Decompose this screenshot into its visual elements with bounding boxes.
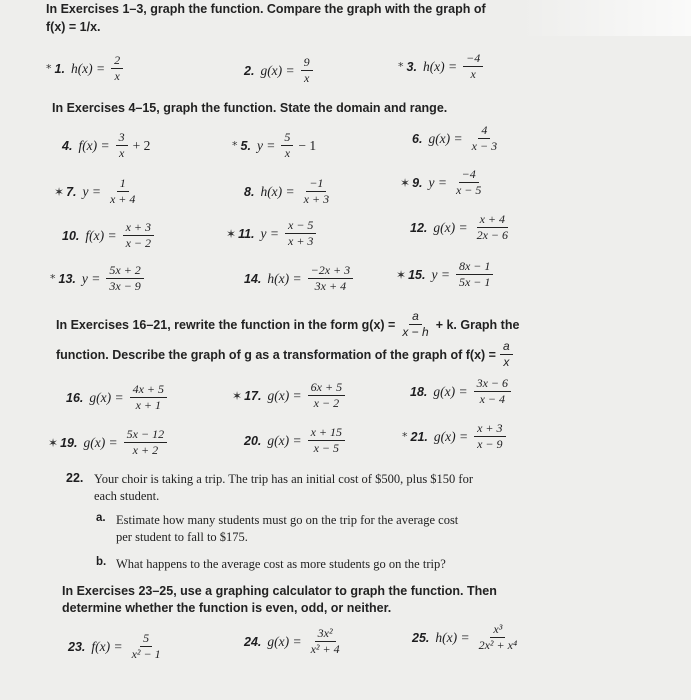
star-mark: * (50, 272, 56, 285)
section1-heading-line2: f(x) = 1/x. (46, 20, 101, 34)
fraction: $\frac{5x - 12}{x + 2}$ (124, 428, 167, 457)
fraction: $\frac{x - 5}{x + 3}$ (285, 219, 316, 248)
exercise-15: ✶ 15. y = $\frac{8x - 1}{5x - 1}$ (396, 260, 495, 289)
exercise-9: ✶ 9. y = $\frac{-4}{x - 5}$ (400, 168, 486, 197)
fraction: $\frac{4x + 5}{x + 1}$ (130, 383, 167, 412)
fraction: $\frac{-2x + 3}{3x + 4}$ (308, 264, 354, 293)
star-mark: ✶ (400, 175, 411, 190)
exercise-17: ✶ 17. g(x) = $\frac{6x + 5}{x - 2}$ (232, 381, 347, 410)
section3-heading: In Exercises 16–21, rewrite the function in the form g(x) = $\frac{a}{x - h}$ + k. Graph the (56, 309, 520, 339)
problem-22-part-a: a. Estimate how many students must go on the trip for the average cost per student to fall to $175. (96, 512, 459, 544)
exercise-24: 24. g(x) = $\frac{\text{3x²}}{\text{x² + 4}}$ (244, 627, 345, 656)
exercise-1: * 1. h(x) = $\frac{2}{x}$ (46, 54, 125, 83)
fraction: $\frac{5}{x}$ (281, 131, 293, 160)
star-mark: ✶ (396, 267, 407, 282)
fraction: $\frac{x + 15}{x - 5}$ (308, 426, 345, 455)
exercise-18: 18. g(x) = $\frac{3x - 6}{x - 4}$ (410, 377, 513, 406)
star-mark: ✶ (226, 226, 237, 241)
exercise-10: 10. f(x) = $\frac{x + 3}{x - 2}$ (62, 221, 156, 250)
section4-heading: In Exercises 23–25, use a graphing calculator to graph the function. Then (62, 584, 497, 598)
problem-22 (66, 471, 526, 505)
fraction: $\frac{x + 3}{x - 9}$ (474, 422, 505, 451)
fraction: $\frac{\text{3x²}}{\text{x² + 4}}$ (310, 626, 340, 656)
fraction: $\frac{5}{\text{x² − 1}}$ (131, 631, 161, 661)
exercise-4: 4. f(x) = $\frac{3}{x}$ + 2 (62, 130, 151, 160)
fraction: $\frac{4}{x - 3}$ (471, 123, 498, 153)
exercise-23: 23. f(x) = $\frac{5}{\text{x² − 1}}$ (68, 632, 166, 661)
star-mark: * (46, 62, 52, 75)
star-mark: ✶ (54, 184, 65, 199)
fraction: $\frac{a}{x - h}$ (402, 309, 429, 339)
fraction: $\frac{2}{x}$ (111, 54, 123, 83)
exercise-13: * 13. y = $\frac{5x + 2}{3x - 9}$ (50, 264, 146, 293)
exercise-3: * 3. h(x) = $\frac{-4}{x}$ (398, 52, 485, 81)
star-mark: * (402, 430, 408, 443)
section4-heading-line2: determine whether the function is even, odd, or neither. (62, 601, 392, 615)
fraction: $\frac{-1}{x + 3}$ (303, 176, 330, 206)
fraction: $\frac{9}{x}$ (301, 56, 313, 85)
star-mark: * (232, 139, 238, 152)
star-mark: * (398, 60, 404, 73)
section3-heading-line2: function. Describe the graph of g as a transformation of the graph of f(x) = $\frac{a}{x}$ (56, 340, 515, 369)
fraction: $\frac{3x - 6}{x - 4}$ (474, 377, 511, 406)
fraction: $\frac{8x - 1}{5x - 1}$ (456, 260, 493, 289)
fraction: $\frac{x + 3}{x - 2}$ (123, 221, 154, 250)
exercise-21: * 21. g(x) = $\frac{x + 3}{x - 9}$ (402, 422, 508, 451)
fraction: $\frac{\text{x³}}{\text{2x² + x⁴}}$ (478, 622, 518, 652)
exercise-16: 16. g(x) = $\frac{4x + 5}{x + 1}$ (66, 383, 169, 412)
exercise-25: 25. h(x) = $\frac{\text{x³}}{\text{2x² + x⁴}}$ (412, 623, 522, 652)
exercise-7: ✶ 7. y = $\frac{1}{x + 4}$ (54, 177, 140, 206)
exercise-6: 6. g(x) = $\frac{4}{x - 3}$ (412, 124, 502, 153)
fraction: $\frac{3}{x}$ (116, 131, 128, 160)
fraction: $\frac{1}{x + 4}$ (109, 176, 136, 206)
exercise-19: ✶ 19. g(x) = $\frac{5x - 12}{x + 2}$ (48, 428, 169, 457)
exercise-5: * 5. y = $\frac{5}{x}$ − 1 (232, 130, 317, 160)
exercise-14: 14. h(x) = $\frac{-2x + 3}{3x + 4}$ (244, 264, 355, 293)
paper-glare (520, 0, 691, 36)
fraction: $\frac{-4}{x}$ (463, 52, 483, 81)
exercise-8: 8. h(x) = $\frac{-1}{x + 3}$ (244, 177, 334, 206)
section1-heading: In Exercises 1–3, graph the function. Compare the graph with the graph of (46, 2, 486, 16)
fraction: $\frac{x + 4}{2x - 6}$ (476, 212, 509, 242)
fraction: $\frac{-4}{x - 5}$ (455, 167, 482, 197)
problem-22-stem: 22. Your choir is taking a trip. The trip has an initial cost of $500, plus $150 for each student. (66, 471, 474, 503)
exercise-12: 12. g(x) = $\frac{x + 4}{2x - 6}$ (410, 213, 513, 242)
fraction: $\frac{a}{x}$ (500, 340, 513, 369)
exercise-2: 2. g(x) = $\frac{9}{x}$ (244, 56, 315, 85)
exercise-11: ✶ 11. y = $\frac{x - 5}{x + 3}$ (226, 219, 318, 248)
star-mark: ✶ (232, 388, 243, 403)
section2-heading: In Exercises 4–15, graph the function. State the domain and range. (52, 101, 448, 115)
problem-22-part-b: b. What happens to the average cost as more students go on the trip? (96, 556, 446, 571)
star-mark: ✶ (48, 435, 59, 450)
fraction: $\frac{6x + 5}{x - 2}$ (308, 381, 345, 410)
fraction: $\frac{5x + 2}{3x - 9}$ (106, 264, 143, 293)
exercise-20: 20. g(x) = $\frac{x + 15}{x - 5}$ (244, 426, 347, 455)
